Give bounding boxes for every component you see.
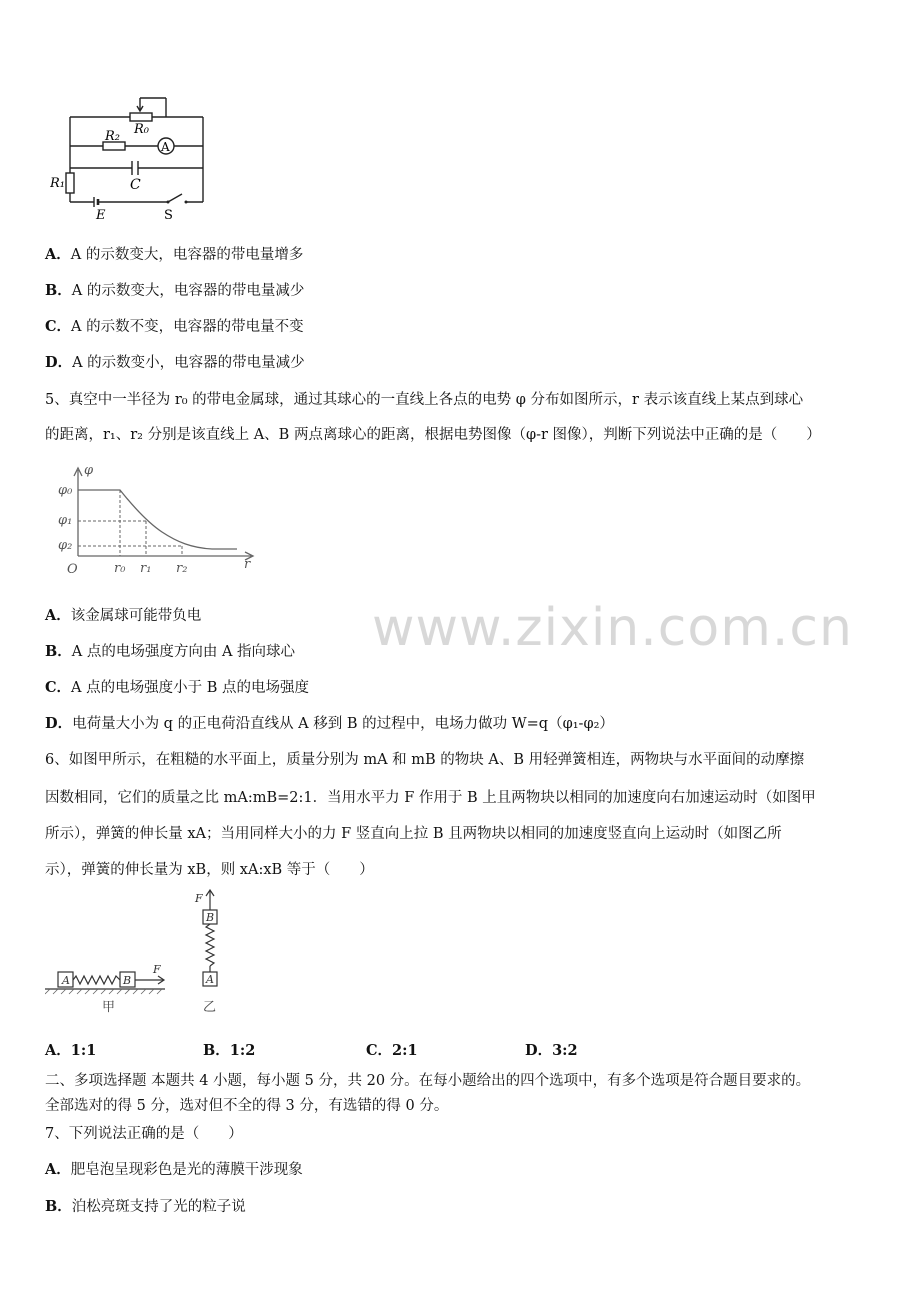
q4-option-a: A．A 的示数变大，电容器的带电量增多	[45, 246, 304, 263]
label-r0: R₀	[134, 122, 149, 137]
q5-option-d: D．电荷量大小为 q 的正电荷沿直线从 A 移到 B 的过程中，电场力做功 W=q（φ₁-φ₂）	[45, 715, 614, 732]
q6-stem-line1: 6、如图甲所示，在粗糙的水平面上，质量分别为 mA 和 mB 的物块 A、B 用轻弹簧相连，两物块与水平面间的动摩擦	[45, 752, 805, 768]
q4-option-d: D．A 的示数变小，电容器的带电量减少	[45, 354, 305, 371]
graph-phi1: φ₁	[58, 513, 73, 528]
block-a-label-jia: A	[62, 974, 70, 987]
q6-stem-line2: 因数相同，它们的质量之比 mA:mB=2:1．当用水平力 F 作用于 B 上且两物块以相同的加速度向右加速运动时（如图甲	[45, 790, 816, 806]
q6-option-a: A．1:1	[45, 1042, 97, 1059]
spring-blocks-figure	[45, 888, 245, 1018]
q5-option-a: A．该金属球可能带负电	[45, 607, 202, 624]
label-ammeter: A	[161, 140, 170, 154]
label-e: E	[96, 208, 106, 223]
label-r1: R₁	[50, 176, 65, 191]
q5-stem-line1: 5、真空中一半径为 r₀ 的带电金属球，通过其球心的一直线上各点的电势 φ 分布如图所示，r 表示该直线上某点到球心	[45, 392, 804, 408]
label-c: C	[130, 177, 141, 193]
q6-option-c: C．2:1	[366, 1042, 418, 1059]
graph-r1: r₁	[140, 561, 152, 576]
graph-r0: r₀	[114, 561, 126, 576]
graph-phi-axis: φ	[84, 463, 94, 478]
figure-yi-label: 乙	[203, 1000, 217, 1015]
q6-stem-line3: 所示），弹簧的伸长量 xA；当用同样大小的力 F 竖直向上拉 B 且两物块以相同的加速度竖直向上运动时（如图乙所	[45, 826, 782, 842]
q7-stem: 7、下列说法正确的是（ ）	[45, 1126, 243, 1142]
potential-graph	[52, 460, 267, 578]
q5-option-c: C．A 点的电场强度小于 B 点的电场强度	[45, 679, 309, 696]
section2-heading-line2: 全部选对的得 5 分，选对但不全的得 3 分，有选错的得 0 分。	[45, 1098, 449, 1114]
q4-option-b: B．A 的示数变大，电容器的带电量减少	[45, 282, 305, 299]
circuit-diagram	[50, 90, 210, 225]
section2-heading-line1: 二、多项选择题 本题共 4 小题，每小题 5 分，共 20 分。在每小题给出的四个选项中，有多个选项是符合题目要求的。	[45, 1073, 811, 1089]
graph-r2: r₂	[176, 561, 188, 576]
figure-jia-label: 甲	[102, 1000, 116, 1015]
graph-phi0: φ₀	[58, 483, 73, 498]
graph-phi2: φ₂	[58, 538, 73, 553]
q5-stem-line2: 的距离，r₁、r₂ 分别是该直线上 A、B 两点离球心的距离，根据电势图像（φ-r 图像），判断下列说法中正确的是（ ）	[45, 427, 821, 443]
force-f-label-yi: F	[195, 892, 203, 905]
graph-origin: O	[67, 562, 78, 577]
q6-option-b: B．1:2	[203, 1042, 256, 1059]
force-f-label-jia: F	[153, 963, 161, 976]
q5-option-b: B．A 点的电场强度方向由 A 指向球心	[45, 643, 296, 660]
q7-option-a: A．肥皂泡呈现彩色是光的薄膜干涉现象	[45, 1161, 303, 1178]
q6-stem-line4: 示），弹簧的伸长量为 xB，则 xA:xB 等于（ ）	[45, 862, 374, 878]
graph-r-axis: r	[244, 557, 251, 572]
label-s: S	[164, 208, 173, 223]
q7-option-b: B．泊松亮斑支持了光的粒子说	[45, 1198, 246, 1215]
q6-option-d: D．3:2	[525, 1042, 578, 1059]
block-a-label-yi: A	[206, 973, 214, 986]
block-b-label-jia: B	[123, 974, 132, 987]
block-b-label-yi: B	[206, 911, 215, 924]
watermark: www.zixin.com.cn	[372, 598, 853, 658]
q4-option-c: C．A 的示数不变，电容器的带电量不变	[45, 318, 304, 335]
label-r2: R₂	[105, 129, 120, 144]
